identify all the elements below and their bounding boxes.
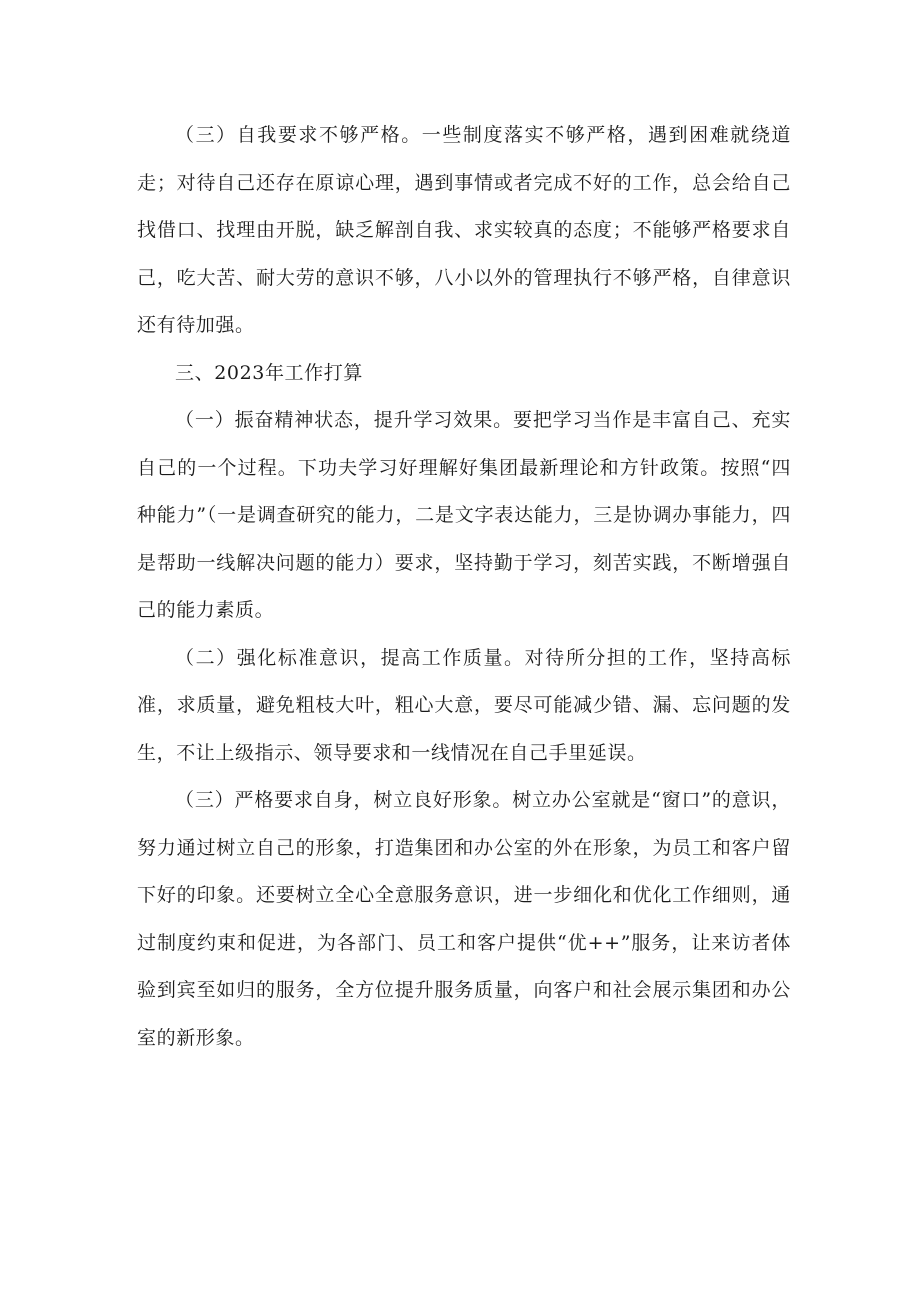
paragraph-work-quality: （二）强化标准意识，提高工作质量。对待所分担的工作，坚持高标准，求质量，避免粗枝大叶，粗心大意，要尽可能减少错、漏、忘问题的发生，不让上级指示、领导要求和一线情况在自己手里延误。 — [137, 646, 791, 764]
section-heading-2023-plan: 三、2023年工作打算 — [175, 361, 363, 384]
paragraph-self-discipline: （三）自我要求不够严格。一些制度落实不够严格，遇到困难就绕道走；对待自己还存在原谅心理，遇到事情或者完成不好的工作，总会给自己找借口、找理由开脱，缺乏解剖自我、求实较真的态度；不能够严格要求自己，吃大苦、耐大劳的意识不够，八小以外的管理执行不够严格，自律意识还有待加强。 — [137, 124, 791, 336]
paragraph-study-effect: （一）振奋精神状态，提升学习效果。要把学习当作是丰富自己、充实自己的一个过程。下功夫学习好理解好集团最新理论和方针政策。按照“四种能力”（一是调查研究的能力，二是文字表达能力，三是协调办事能力，四是帮助一线解决问题的能力）要求，坚持勤于学习，刻苦实践，不断增强自己的能力素质。 — [137, 409, 791, 621]
document-body — [137, 112, 791, 1062]
paragraph-good-image: （三）严格要求自身，树立良好形象。树立办公室就是“窗口”的意识，努力通过树立自己的形象，打造集团和办公室的外在形象，为员工和客户留下好的印象。还要树立全心全意服务意识，进一步细化和优化工作细则，通过制度约束和促进，为各部门、员工和客户提供“优++”服务，让来访者体验到宾至如归的服务，全方位提升服务质量，向客户和社会展示集团和办公室的新形象。 — [137, 789, 791, 1049]
